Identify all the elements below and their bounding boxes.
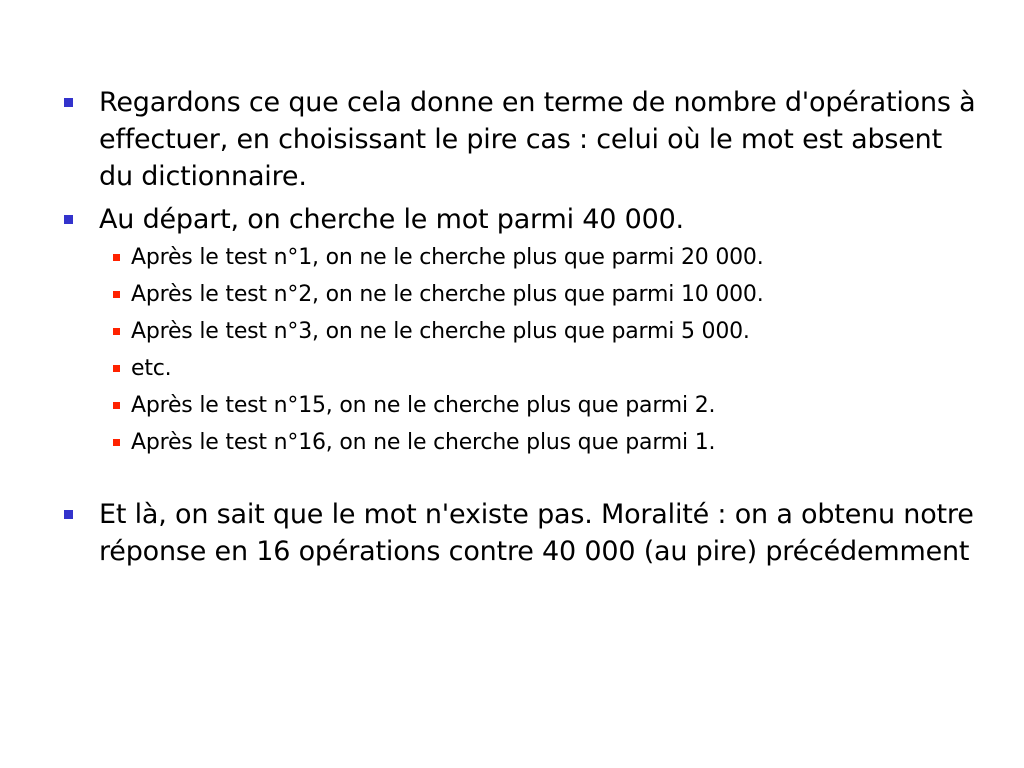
spacer <box>99 464 984 490</box>
bullet-item-1 <box>64 84 984 195</box>
sub-bullet-text: etc. <box>131 356 172 381</box>
sub-bullet-item <box>99 242 984 273</box>
sub-bullet-text: Après le test n°2, on ne le cherche plus que parmi 10 000. <box>131 282 764 307</box>
sub-bullet-item <box>99 390 984 421</box>
bullet-item-3 <box>64 496 984 570</box>
small-square-bullet-icon <box>113 365 120 372</box>
bullet-list <box>64 84 984 576</box>
sub-bullet-text: Après le test n°3, on ne le cherche plus que parmi 5 000. <box>131 319 750 344</box>
bullet-text: Au départ, on cherche le mot parmi 40 000. <box>99 204 684 235</box>
sub-bullet-item <box>99 316 984 347</box>
sub-bullet-list <box>99 242 984 458</box>
square-bullet-icon <box>64 215 73 224</box>
small-square-bullet-icon <box>113 402 120 409</box>
sub-bullet-item <box>99 353 984 384</box>
bullet-text: Regardons ce que cela donne en terme de nombre d'opérations à effectuer, en choisissant le pire cas : celui où le mot est absent du dictionnaire. <box>99 87 976 192</box>
sub-bullet-text: Après le test n°15, on ne le cherche plus que parmi 2. <box>131 393 716 418</box>
sub-bullet-text: Après le test n°16, on ne le cherche plus que parmi 1. <box>131 430 716 455</box>
sub-bullet-text: Après le test n°1, on ne le cherche plus que parmi 20 000. <box>131 245 764 270</box>
small-square-bullet-icon <box>113 328 120 335</box>
sub-bullet-item <box>99 279 984 310</box>
bullet-item-2 <box>64 201 984 490</box>
bullet-text: Et là, on sait que le mot n'existe pas. Moralité : on a obtenu notre réponse en 16 opérations contre 40 000 (au pire) précédemment <box>99 499 974 567</box>
square-bullet-icon <box>64 510 73 519</box>
square-bullet-icon <box>64 98 73 107</box>
small-square-bullet-icon <box>113 254 120 261</box>
small-square-bullet-icon <box>113 439 120 446</box>
small-square-bullet-icon <box>113 291 120 298</box>
sub-bullet-item <box>99 427 984 458</box>
